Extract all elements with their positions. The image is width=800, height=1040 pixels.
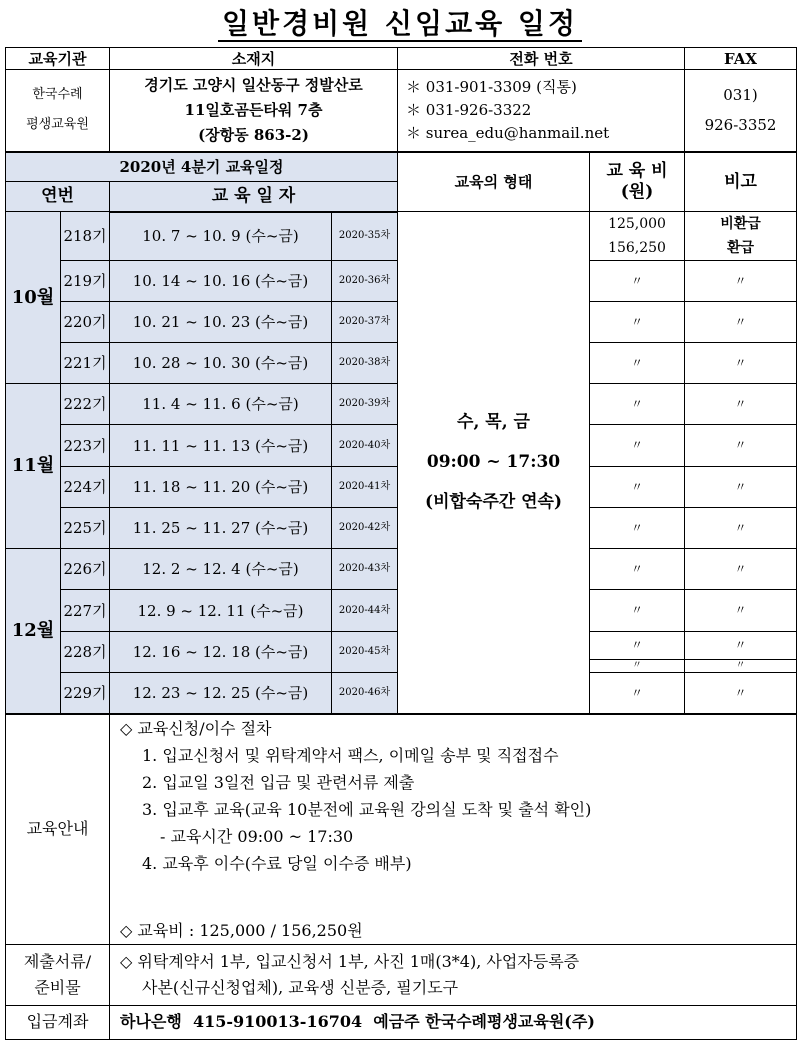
note: 〃 <box>685 632 797 660</box>
dates: 10. 21 ~ 10. 23 (수~금) <box>110 302 332 343</box>
month-oct: 10월 <box>6 212 61 384</box>
term: 221기 <box>61 343 110 384</box>
fee: 〃 <box>590 467 685 508</box>
address: 경기도 고양시 일산동구 정발산로 11일호곰든타워 7층 (장항동 863-2) <box>110 70 398 152</box>
dates: 10. 14 ~ 10. 16 (수~금) <box>110 261 332 302</box>
guide-content: ◇ 교육신청/이수 절차 1. 입교신청서 및 위탁계약서 팩스, 이메일 송부 및 직접접수 2. 입교일 3일전 입금 및 관련서류 제출 3. 입교후 교육(교육 10분전에 교육원 강의실 도착 및 출석 확인) - 교육시간 09:00 ~ 17:30 4. 교육후 이수(수료 당일 이수증 배부) ◇ 교육비 : 125,000 / 156,250원 <box>110 714 797 945</box>
fee: 〃 <box>590 384 685 425</box>
account-value: 하나은행 415-910013-16704 예금주 한국수례평생교육원(주) <box>110 1005 797 1039</box>
dates: 10. 28 ~ 10. 30 (수~금) <box>110 343 332 384</box>
term: 227기 <box>61 590 110 632</box>
code: 2020-35차 <box>332 212 398 261</box>
note: 〃 <box>685 425 797 467</box>
fee: 〃 <box>590 343 685 384</box>
code: 2020-40차 <box>332 425 398 467</box>
header-org: 교육기관 <box>6 48 110 70</box>
note: 〃 <box>685 384 797 425</box>
header-fax: FAX <box>685 48 797 70</box>
term: 226기 <box>61 549 110 590</box>
account-label: 입금계좌 <box>6 1005 110 1039</box>
note: 〃 <box>685 343 797 384</box>
dates: 12. 16 ~ 12. 18 (수~금) <box>110 632 332 673</box>
schedule-table <box>5 47 797 1040</box>
col-date: 교 육 일 자 <box>110 182 398 212</box>
note: 〃 <box>685 467 797 508</box>
header-phone: 전화 번호 <box>398 48 685 70</box>
term: 225기 <box>61 508 110 549</box>
note: 비환급 환급 <box>685 212 797 261</box>
fee: 〃 <box>590 632 685 660</box>
dates: 11. 11 ~ 11. 13 (수~금) <box>110 425 332 467</box>
note: 〃 <box>685 302 797 343</box>
term: 224기 <box>61 467 110 508</box>
fee: 〃 <box>590 549 685 590</box>
note: 〃 <box>685 660 797 673</box>
dates: 12. 9 ~ 12. 11 (수~금) <box>110 590 332 632</box>
code: 2020-45차 <box>332 632 398 673</box>
note: 〃 <box>685 590 797 632</box>
month-dec: 12월 <box>6 549 61 714</box>
note: 〃 <box>685 508 797 549</box>
col-note: 비고 <box>685 152 797 212</box>
term: 228기 <box>61 632 110 673</box>
dates: 11. 4 ~ 11. 6 (수~금) <box>110 384 332 425</box>
docs-content: ◇ 위탁계약서 1부, 입교신청서 1부, 사진 1매(3*4), 사업자등록증 사본(신규신청업체), 교육생 신분증, 필기도구 <box>110 944 797 1005</box>
code: 2020-38차 <box>332 343 398 384</box>
fee: 〃 <box>590 673 685 714</box>
code: 2020-43차 <box>332 549 398 590</box>
fee: 〃 <box>590 302 685 343</box>
code: 2020-42차 <box>332 508 398 549</box>
col-form: 교육의 형태 <box>398 152 590 212</box>
term: 229기 <box>61 673 110 714</box>
note: 〃 <box>685 549 797 590</box>
fee: 〃 <box>590 590 685 632</box>
fee: 〃 <box>590 660 685 673</box>
fee: 125,000 156,250 <box>590 212 685 261</box>
guide-label: 교육안내 <box>6 714 110 945</box>
code: 2020-44차 <box>332 590 398 632</box>
dates: 10. 7 ~ 10. 9 (수~금) <box>110 212 332 261</box>
code: 2020-39차 <box>332 384 398 425</box>
col-fee: 교 육 비 (원) <box>590 152 685 212</box>
docs-label: 제출서류/ 준비물 <box>6 944 110 1005</box>
page-title: 일반경비원 신임교육 일정 <box>0 2 800 42</box>
term: 222기 <box>61 384 110 425</box>
code: 2020-37차 <box>332 302 398 343</box>
fee: 〃 <box>590 261 685 302</box>
month-nov: 11월 <box>6 384 61 549</box>
col-year: 연번 <box>6 182 110 212</box>
code: 2020-36차 <box>332 261 398 302</box>
code: 2020-46차 <box>332 673 398 714</box>
fee: 〃 <box>590 508 685 549</box>
dates: 12. 2 ~ 12. 4 (수~금) <box>110 549 332 590</box>
dates: 12. 23 ~ 12. 25 (수~금) <box>110 673 332 714</box>
dates: 11. 18 ~ 11. 20 (수~금) <box>110 467 332 508</box>
term: 223기 <box>61 425 110 467</box>
phone-list: ＊ 031-901-3309 (직통) ＊ 031-926-3322 ＊ surea_edu@hanmail.net <box>398 70 685 152</box>
fee: 〃 <box>590 425 685 467</box>
fax-number: 031) 926-3352 <box>685 70 797 152</box>
form-cell: 수, 목, 금 09:00 ~ 17:30 (비합숙주간 연속) <box>398 212 590 714</box>
code: 2020-41차 <box>332 467 398 508</box>
note: 〃 <box>685 261 797 302</box>
term: 220기 <box>61 302 110 343</box>
dates: 11. 25 ~ 11. 27 (수~금) <box>110 508 332 549</box>
quarter-title: 2020년 4분기 교육일정 <box>6 152 398 182</box>
header-addr: 소재지 <box>110 48 398 70</box>
org-name: 한국수례 평생교육원 <box>6 70 110 152</box>
note: 〃 <box>685 673 797 714</box>
term: 218기 <box>61 212 110 261</box>
term: 219기 <box>61 261 110 302</box>
